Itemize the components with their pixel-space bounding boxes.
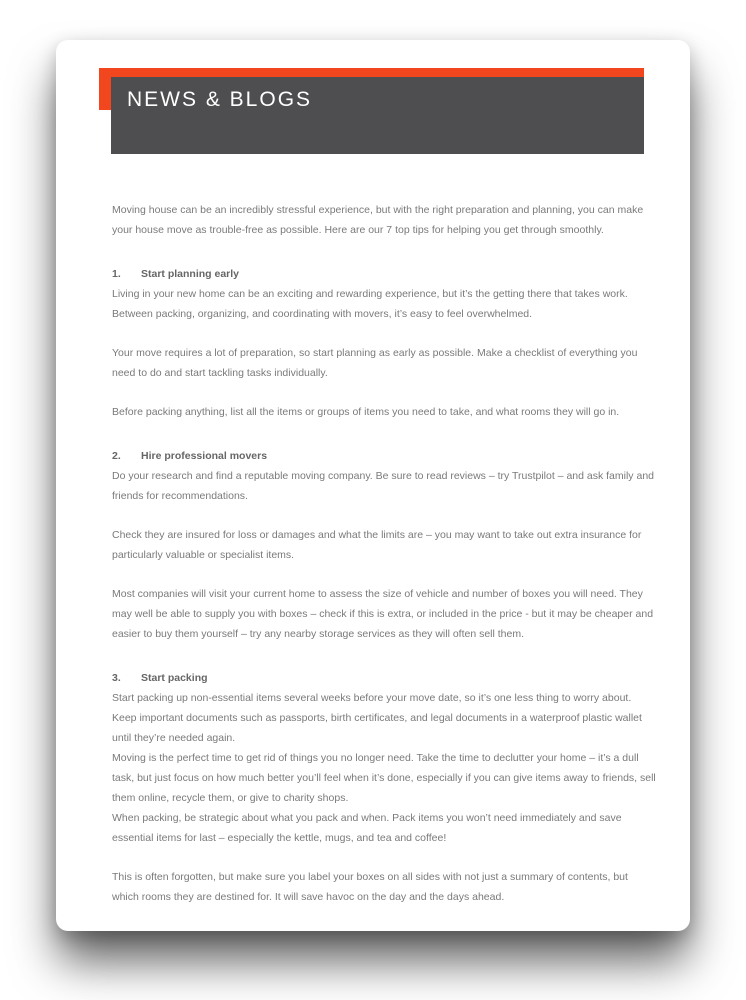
section-2-heading	[112, 446, 657, 466]
intro-paragraph: Moving house can be an incredibly stressful experience, but with the right preparation and planning, you can make your house move as trouble-free as possible. Here are our 7 top tips for helping you get through smoothly.	[112, 204, 644, 236]
paragraph: Do your research and find a reputable moving company. Be sure to read reviews – try Trustpilot – and ask family and friends for recommendations.	[112, 470, 654, 502]
paragraph: When packing, be strategic about what you pack and when. Pack items you won’t need immediately and save essential items for last – especially the kettle, mugs, and tea and coffee!	[112, 812, 622, 844]
paragraph: Living in your new home can be an exciting and rewarding experience, but it’s the getting there that takes work. Between packing, organizing, and coordinating with movers, it’s easy to feel overwhelmed.	[112, 288, 628, 320]
section-3-heading	[112, 668, 657, 688]
paragraph: Most companies will visit your current home to assess the size of vehicle and number of boxes you will need. They may well be able to supply you with boxes – check if this is extra, or included in the price - but it may be cheaper and easier to buy them yourself – try any nearby storage services as they will often sell them.	[112, 588, 654, 640]
page-title: NEWS & BLOGS	[127, 88, 313, 111]
section-title: Start planning early	[141, 268, 240, 280]
paragraph: Your move requires a lot of preparation, so start planning as early as possible. Make a checklist of everything you need to do and start tackling tasks individually.	[112, 347, 638, 379]
paragraph: Check they are insured for loss or damages and what the limits are – you may want to take out extra insurance for particularly valuable or specialist items.	[112, 529, 642, 561]
paragraph: Before packing anything, list all the items or groups of items you need to take, and what rooms they will go in.	[112, 406, 620, 418]
section-number: 3.	[112, 672, 121, 684]
closing-paragraph: This is often forgotten, but make sure you label your boxes on all sides with not just a summary of contents, but which rooms they are destined for. It will save havoc on the day and the days ahead.	[112, 871, 628, 903]
page-background	[0, 40, 746, 1000]
document-card	[56, 40, 690, 931]
section-number: 1.	[112, 268, 121, 280]
paragraph: Moving is the perfect time to get rid of things you no longer need. Take the time to declutter your home – it’s a dull task, but just focus on how much better you’ll feel when it’s done, especially if you can give items away to friends, sell them online, recycle them, or give to charity shops.	[112, 752, 656, 804]
page-header	[56, 68, 690, 154]
section-1-heading	[112, 264, 657, 284]
section-title: Hire professional movers	[141, 450, 268, 462]
paragraph: Start packing up non-essential items several weeks before your move date, so it’s one less thing to worry about. Keep important documents such as passports, birth certificates, and legal documents in a waterproof plastic wallet until they’re needed again.	[112, 692, 642, 744]
header-banner	[111, 77, 644, 154]
section-title: Start packing	[141, 672, 208, 684]
article-content	[56, 154, 690, 907]
section-number: 2.	[112, 450, 121, 462]
